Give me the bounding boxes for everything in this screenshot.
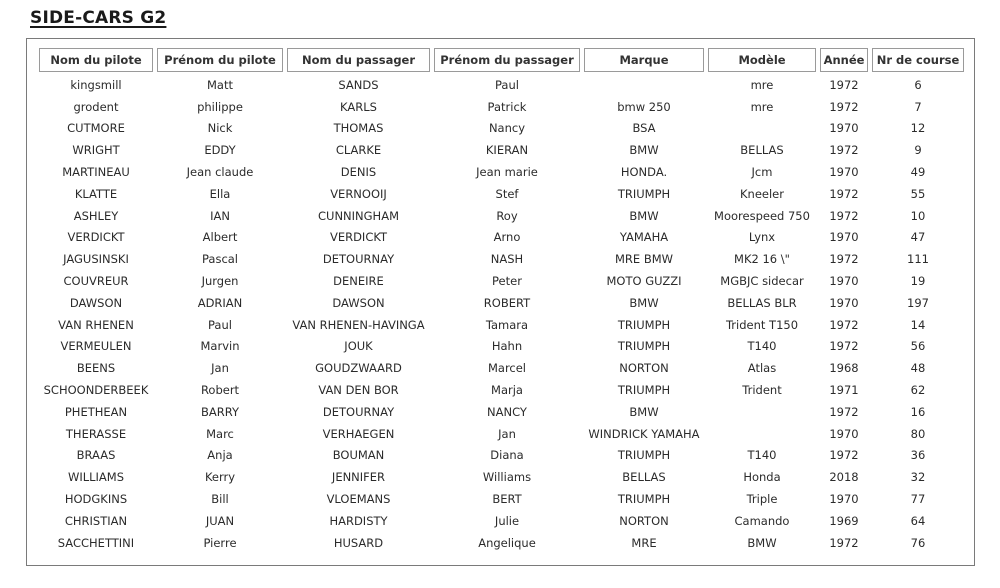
nom-passager-cell: HARDISTY [329,513,388,528]
col-marque-header: Marque [584,48,704,72]
nom-passager-cell: VAN DEN BOR [318,383,399,398]
table-row [39,183,964,205]
annee-cell: 1972 [829,339,859,354]
nom-passager-cell: CUNNINGHAM [318,208,399,223]
annee-cell: 1972 [829,186,859,201]
nr-course-cell: 9 [914,143,922,158]
nom-passager-cell: DENIS [340,165,377,180]
modele-cell [708,401,816,423]
prenom-passager-cell: Hahn [491,339,523,354]
nom-passager-cell: JENNIFER [331,470,386,485]
prenom-pilote-cell: philippe [197,99,243,114]
prenom-pilote-cell: Matt [207,77,233,92]
prenom-pilote-cell: Kerry [204,470,236,485]
modele-cell: MGBJC sidecar [720,274,804,289]
marque-cell: BMW [629,295,659,310]
marque-cell: YAMAHA [619,230,669,245]
marque-cell: bmw 250 [617,99,671,114]
modele-cell: T140 [747,339,777,354]
table-row [39,161,964,183]
marque-cell: BELLAS [622,470,666,485]
prenom-passager-cell: Patrick [487,99,527,114]
nom-passager-cell: DENEIRE [333,274,384,289]
annee-cell: 1970 [829,274,859,289]
prenom-passager-cell: Diana [490,448,524,463]
prenom-pilote-cell: Jurgen [201,274,239,289]
nr-course-cell: 19 [910,274,926,289]
prenom-passager-cell: Peter [492,274,522,289]
nom-pilote-cell: KLATTE [74,186,118,201]
nom-passager-cell: HUSARD [333,535,384,550]
results-table [35,48,968,554]
annee-cell: 1972 [829,535,859,550]
annee-cell: 1970 [829,492,859,507]
marque-cell: HONDA. [620,165,668,180]
marque-cell: MRE BMW [614,252,674,267]
marque-cell [584,72,704,96]
modele-cell: Lynx [748,230,776,245]
annee-cell: 1972 [829,252,859,267]
nom-pilote-cell: HODGKINS [64,492,128,507]
nr-course-cell: 48 [910,361,926,376]
nr-course-cell: 49 [910,165,926,180]
prenom-passager-cell: Julie [494,513,520,528]
prenom-pilote-cell: Bill [211,492,229,507]
prenom-pilote-cell: Nick [207,121,233,136]
nom-pilote-cell: DAWSON [69,295,123,310]
table-row [39,139,964,161]
prenom-passager-cell: Angelique [478,535,536,550]
marque-cell: NORTON [619,513,669,528]
table-row [39,445,964,467]
nom-pilote-cell: kingsmill [70,77,122,92]
nom-pilote-cell: BRAAS [76,448,116,463]
table-row [39,270,964,292]
prenom-passager-cell: Tamara [485,317,529,332]
col-prenom-pilote-header: Prénom du pilote [157,48,283,72]
marque-cell: TRIUMPH [617,492,671,507]
prenom-passager-cell: NANCY [487,404,527,419]
table-row [39,510,964,532]
modele-cell: Jcm [751,165,773,180]
modele-cell: mre [750,99,774,114]
modele-cell: BELLAS BLR [727,295,797,310]
marque-cell: TRIUMPH [617,317,671,332]
prenom-passager-cell: Williams [482,470,532,485]
nr-course-cell: 56 [910,339,926,354]
marque-cell: TRIUMPH [617,448,671,463]
nom-pilote-cell: ASHLEY [73,208,119,223]
prenom-pilote-cell: Pierre [203,535,237,550]
modele-cell: BELLAS [740,143,784,158]
table-row [39,336,964,358]
modele-cell: Honda [743,470,781,485]
prenom-pilote-cell: Robert [200,383,240,398]
nom-pilote-cell: WRIGHT [72,143,120,158]
marque-cell: BMW [629,404,659,419]
marque-cell: BMW [629,143,659,158]
annee-cell: 1972 [829,448,859,463]
prenom-passager-cell: Marja [491,383,523,398]
prenom-pilote-cell: BARRY [200,404,240,419]
page-title: SIDE-CARS G2 [30,8,167,28]
modele-cell: Moorespeed 750 [714,208,810,223]
nom-pilote-cell: VERMEULEN [60,339,132,354]
annee-cell: 1972 [829,317,859,332]
nr-course-cell: 36 [910,448,926,463]
modele-cell: mre [750,77,774,92]
marque-cell: BSA [632,121,656,136]
nr-course-cell: 14 [910,317,926,332]
table-row [39,379,964,401]
annee-cell: 1970 [829,121,859,136]
prenom-passager-cell: Jean marie [476,165,538,180]
modele-cell: Trident T150 [725,317,799,332]
nom-passager-cell: DAWSON [332,295,385,310]
nom-pilote-cell: COUVREUR [63,274,129,289]
modele-cell [708,118,816,140]
annee-cell: 1972 [829,99,859,114]
col-nr-course-header: Nr de course [872,48,964,72]
nr-course-cell: 10 [910,208,926,223]
nom-pilote-cell: CHRISTIAN [64,513,128,528]
nr-course-cell: 64 [910,513,926,528]
nr-course-cell: 76 [910,535,926,550]
nr-course-cell: 62 [910,383,926,398]
col-modele-header: Modèle [708,48,816,72]
prenom-passager-cell: NASH [490,252,524,267]
table-row [39,96,964,118]
nom-passager-cell: VERHAEGEN [322,426,395,441]
modele-cell: MK2 16 \" [734,252,790,267]
table-row [39,205,964,227]
col-nom-pilote-header: Nom du pilote [39,48,153,72]
annee-cell: 1970 [829,230,859,245]
prenom-passager-cell: Roy [496,208,518,223]
prenom-pilote-cell: Jean claude [186,165,254,180]
annee-cell: 1970 [829,165,859,180]
nom-passager-cell: CLARKE [335,143,382,158]
nr-course-cell: 16 [910,404,926,419]
prenom-pilote-cell: Marvin [200,339,240,354]
annee-cell: 2018 [829,470,859,485]
nom-passager-cell: DETOURNAY [322,252,395,267]
annee-cell: 1972 [829,404,859,419]
annee-cell: 1971 [829,383,859,398]
marque-cell: TRIUMPH [617,186,671,201]
prenom-passager-cell: Arno [493,230,521,245]
table-row [39,72,964,96]
modele-cell [708,423,816,445]
table-row [39,227,964,249]
prenom-passager-cell: Paul [495,77,519,92]
nr-course-cell: 32 [910,470,926,485]
nom-pilote-cell: JAGUSINSKI [63,252,129,267]
prenom-pilote-cell: Anja [207,448,233,463]
annee-cell: 1970 [829,426,859,441]
nom-passager-cell: SANDS [338,77,379,92]
nr-course-cell: 7 [914,99,922,114]
modele-cell: Atlas [747,361,777,376]
nom-passager-cell: KARLS [340,99,377,114]
nr-course-cell: 80 [910,426,926,441]
nr-course-cell: 55 [910,186,926,201]
table-row [39,292,964,314]
prenom-passager-cell: Stef [495,186,519,201]
table-row [39,248,964,270]
nom-pilote-cell: VERDICKT [67,230,125,245]
annee-cell: 1970 [829,295,859,310]
nom-passager-cell: GOUDZWAARD [315,361,402,376]
modele-cell: Kneeler [740,186,784,201]
nom-pilote-cell: MARTINEAU [62,165,130,180]
modele-cell: BMW [747,535,777,550]
prenom-passager-cell: Jan [498,426,516,441]
marque-cell: TRIUMPH [617,339,671,354]
marque-cell: MRE [631,535,657,550]
annee-cell: 1972 [829,208,859,223]
table-row [39,488,964,510]
nom-passager-cell: JOUK [344,339,373,354]
nr-course-cell: 111 [907,252,929,267]
modele-cell: Triple [746,492,778,507]
nom-pilote-cell: WILLIAMS [67,470,125,485]
annee-cell: 1972 [829,143,859,158]
table-body [39,72,964,554]
marque-cell: BMW [629,208,659,223]
col-annee-header: Année [820,48,868,72]
prenom-pilote-cell: Marc [206,426,234,441]
nr-course-cell: 12 [910,121,926,136]
nom-pilote-cell: SACCHETTINI [57,535,135,550]
nom-passager-cell: VERDICKT [329,230,388,245]
nom-passager-cell: VERNOOIJ [330,186,387,201]
table-header-row [39,48,964,72]
table-row [39,314,964,336]
nom-pilote-cell: grodent [73,99,119,114]
col-prenom-passager-header: Prénom du passager [434,48,580,72]
col-nom-passager-header: Nom du passager [287,48,430,72]
prenom-passager-cell: BERT [492,492,522,507]
nom-passager-cell: VLOEMANS [326,492,391,507]
nom-pilote-cell: THERASSE [65,426,127,441]
prenom-passager-cell: Nancy [488,121,526,136]
modele-cell: T140 [747,448,777,463]
nom-pilote-cell: BEENS [76,361,116,376]
prenom-pilote-cell: Albert [202,230,238,245]
nom-pilote-cell: VAN RHENEN [58,317,134,332]
prenom-passager-cell: Marcel [487,361,527,376]
prenom-passager-cell: KIERAN [485,143,529,158]
marque-cell: TRIUMPH [617,383,671,398]
prenom-pilote-cell: Pascal [201,252,239,267]
table-row [39,357,964,379]
prenom-pilote-cell: ADRIAN [197,295,243,310]
prenom-pilote-cell: IAN [210,208,230,223]
table-row [39,532,964,554]
nr-course-cell: 6 [914,77,922,92]
table-row [39,118,964,140]
nom-passager-cell: BOUMAN [332,448,385,463]
marque-cell: MOTO GUZZI [606,274,682,289]
nom-passager-cell: THOMAS [333,121,384,136]
prenom-pilote-cell: Jan [211,361,229,376]
prenom-passager-cell: ROBERT [483,295,531,310]
table-row [39,423,964,445]
nr-course-cell: 197 [907,295,929,310]
nom-passager-cell: VAN RHENEN-HAVINGA [292,317,425,332]
modele-cell: Trident [742,383,782,398]
nr-course-cell: 77 [910,492,926,507]
prenom-pilote-cell: Ella [209,186,231,201]
nom-pilote-cell: CUTMORE [67,121,125,136]
nom-passager-cell: DETOURNAY [322,404,395,419]
annee-cell: 1968 [829,361,859,376]
prenom-pilote-cell: Paul [208,317,232,332]
modele-cell: Camando [734,513,790,528]
annee-cell: 1969 [829,513,859,528]
marque-cell: NORTON [619,361,669,376]
annee-cell: 1972 [829,77,859,92]
nr-course-cell: 47 [910,230,926,245]
table-row [39,466,964,488]
table-row [39,401,964,423]
nom-pilote-cell: SCHOONDERBEEK [43,383,149,398]
prenom-pilote-cell: JUAN [205,513,235,528]
nom-pilote-cell: PHETHEAN [64,404,128,419]
prenom-pilote-cell: EDDY [204,143,236,158]
marque-cell: WINDRICK YAMAHA [588,426,700,441]
